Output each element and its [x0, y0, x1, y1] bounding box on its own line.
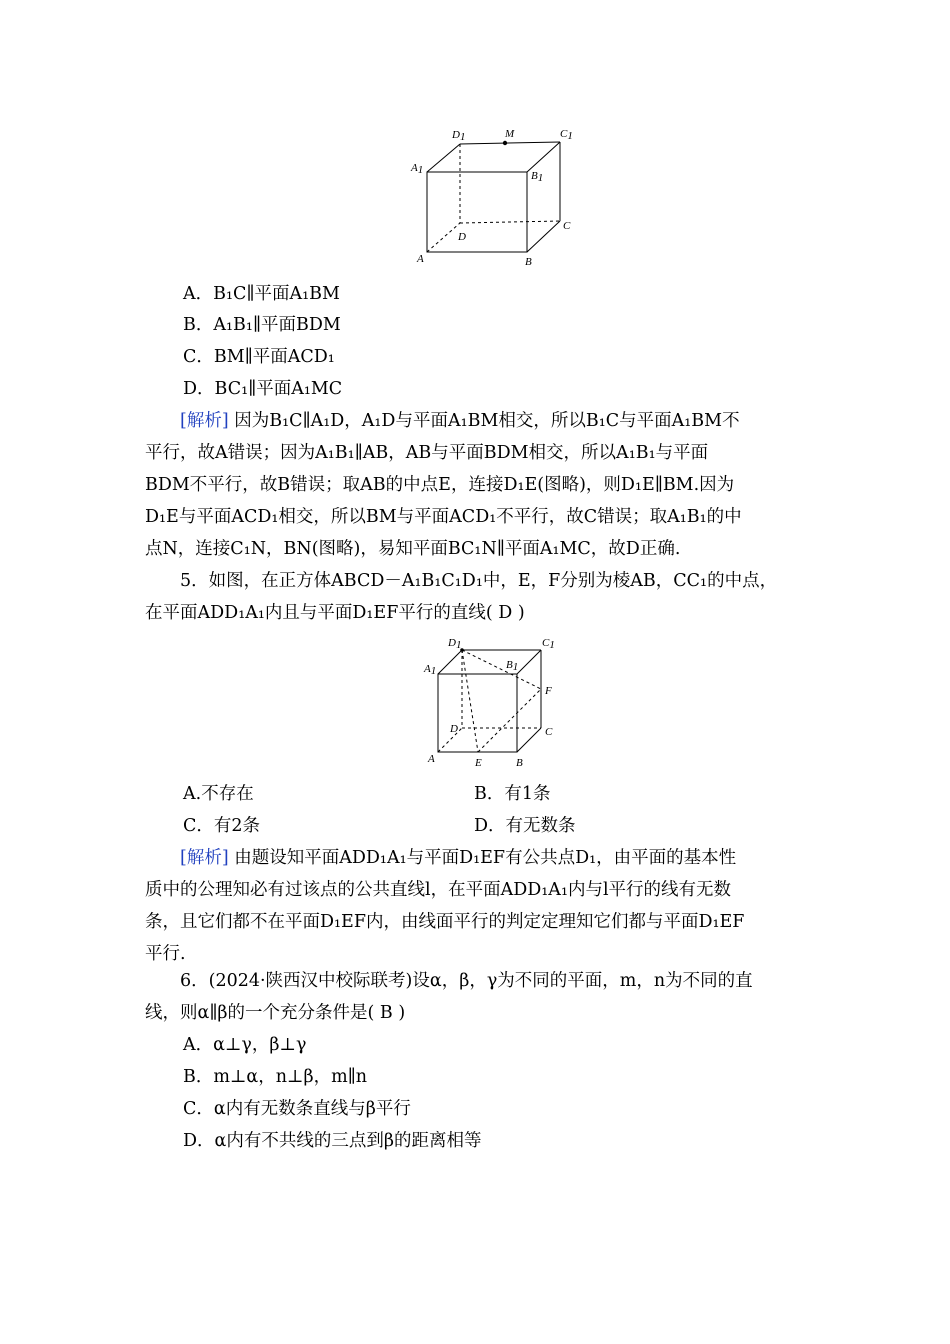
label-D1: D1: [448, 637, 462, 651]
label-D1: D1: [452, 129, 466, 143]
cube2-hidden-D1F: [462, 650, 541, 689]
cube1-edge-D1C1: [460, 142, 560, 144]
label-A: A: [417, 253, 424, 265]
q4-analysis-line-3: BDM不平行，故B错误；取AB的中点E，连接D₁E(图略)，则D₁E∥BM.因为: [145, 475, 735, 495]
cube-figure-1: [405, 125, 585, 270]
q4-option-d: D．BC₁∥平面A₁MC: [183, 379, 343, 399]
cube1-edge-A1D1: [427, 144, 460, 172]
analysis-tag: [解析]: [180, 411, 229, 431]
label-D: D: [450, 723, 458, 735]
cube2-edge-B1C1: [517, 650, 541, 674]
q4-analysis-line-2: 平行，故A错误；因为A₁B₁∥AB，AB与平面BDM相交，所以A₁B₁与平面: [145, 443, 709, 463]
q6-option-c: C．α内有无数条直线与β平行: [183, 1099, 411, 1119]
label-A: A: [428, 753, 435, 765]
label-C1: C1: [542, 637, 555, 651]
cube2-hidden-EF: [478, 689, 541, 752]
label-B1: B1: [506, 659, 519, 673]
q5-stem-line-2: 在平面ADD₁A₁内且与平面D₁EF平行的直线( D ): [145, 603, 525, 623]
cube2-edge-A1D1: [438, 650, 462, 674]
q5-analysis-line-4: 平行.: [145, 944, 186, 964]
q4-analysis-line-5: 点N，连接C₁N，BN(图略)，易知平面BC₁N∥平面A₁MC，故D正确.: [145, 539, 681, 559]
label-M: M: [505, 128, 515, 140]
label-E: E: [475, 757, 482, 769]
q6-option-a: A．α⊥γ，β⊥γ: [183, 1035, 307, 1055]
q6-option-d: D．α内有不共线的三点到β的距离相等: [183, 1131, 482, 1151]
q5-analysis-line-2: 质中的公理知必有过该点的公共直线l，在平面ADD₁A₁内与l平行的线有无数: [145, 880, 732, 900]
point-M: [503, 141, 507, 145]
cube2-front-face: [438, 674, 517, 752]
cube2-hidden-D1E: [462, 650, 478, 752]
q5-analysis-line-1: [解析] 由题设知平面ADD₁A₁与平面D₁EF有公共点D₁，由平面的基本性: [180, 848, 737, 868]
q6-stem-line-1: 6．(2024·陕西汉中校际联考)设α，β，γ为不同的平面，m，n为不同的直: [180, 971, 753, 991]
q6-option-b: B．m⊥α，n⊥β，m∥n: [183, 1067, 368, 1087]
q5-option-d: D．有无数条: [474, 816, 576, 836]
label-A1: A1: [411, 162, 424, 176]
q5-option-b: B．有1条: [474, 784, 551, 804]
cube1-hidden-DC: [460, 221, 560, 223]
q5-analysis-line-3: 条，且它们都不在平面D₁EF内，由线面平行的判定定理知它们都与平面D₁EF: [145, 912, 745, 932]
label-C: C: [545, 726, 553, 738]
label-A1: A1: [424, 663, 437, 677]
q6-stem-line-2: 线，则α∥β的一个充分条件是( B ): [145, 1003, 406, 1023]
cube1-edge-BC: [527, 221, 560, 252]
cube-figure-2: [420, 632, 570, 772]
analysis-tag: [解析]: [180, 848, 229, 868]
label-C: C: [563, 220, 571, 232]
label-D: D: [458, 231, 466, 243]
cube2-edge-BC: [517, 728, 541, 752]
cube1-front-face: [427, 172, 527, 252]
q5-option-a: A.不存在: [183, 784, 254, 804]
label-B: B: [516, 757, 523, 769]
label-B: B: [525, 256, 532, 268]
q5-stem-line-1: 5．如图，在正方体ABCD－A₁B₁C₁D₁中，E，F分别为棱AB，CC₁的中点，: [180, 571, 778, 591]
cube1-hidden-AD: [427, 223, 460, 252]
label-B1: B1: [531, 170, 544, 184]
cube1-edge-B1C1: [527, 142, 560, 172]
q4-option-a: A．B₁C∥平面A₁BM: [183, 284, 340, 304]
q4-analysis-line-1: [解析] 因为B₁C∥A₁D，A₁D与平面A₁BM相交，所以B₁C与平面A₁BM不: [180, 411, 740, 431]
label-C1: C1: [560, 128, 573, 142]
q4-option-b: B．A₁B₁∥平面BDM: [183, 315, 341, 335]
q4-option-c: C．BM∥平面ACD₁: [183, 347, 335, 367]
q4-analysis-line-4: D₁E与平面ACD₁相交，所以BM与平面ACD₁不平行，故C错误；取A₁B₁的中: [145, 507, 742, 527]
q5-option-c: C．有2条: [183, 816, 261, 836]
label-F: F: [545, 685, 552, 697]
